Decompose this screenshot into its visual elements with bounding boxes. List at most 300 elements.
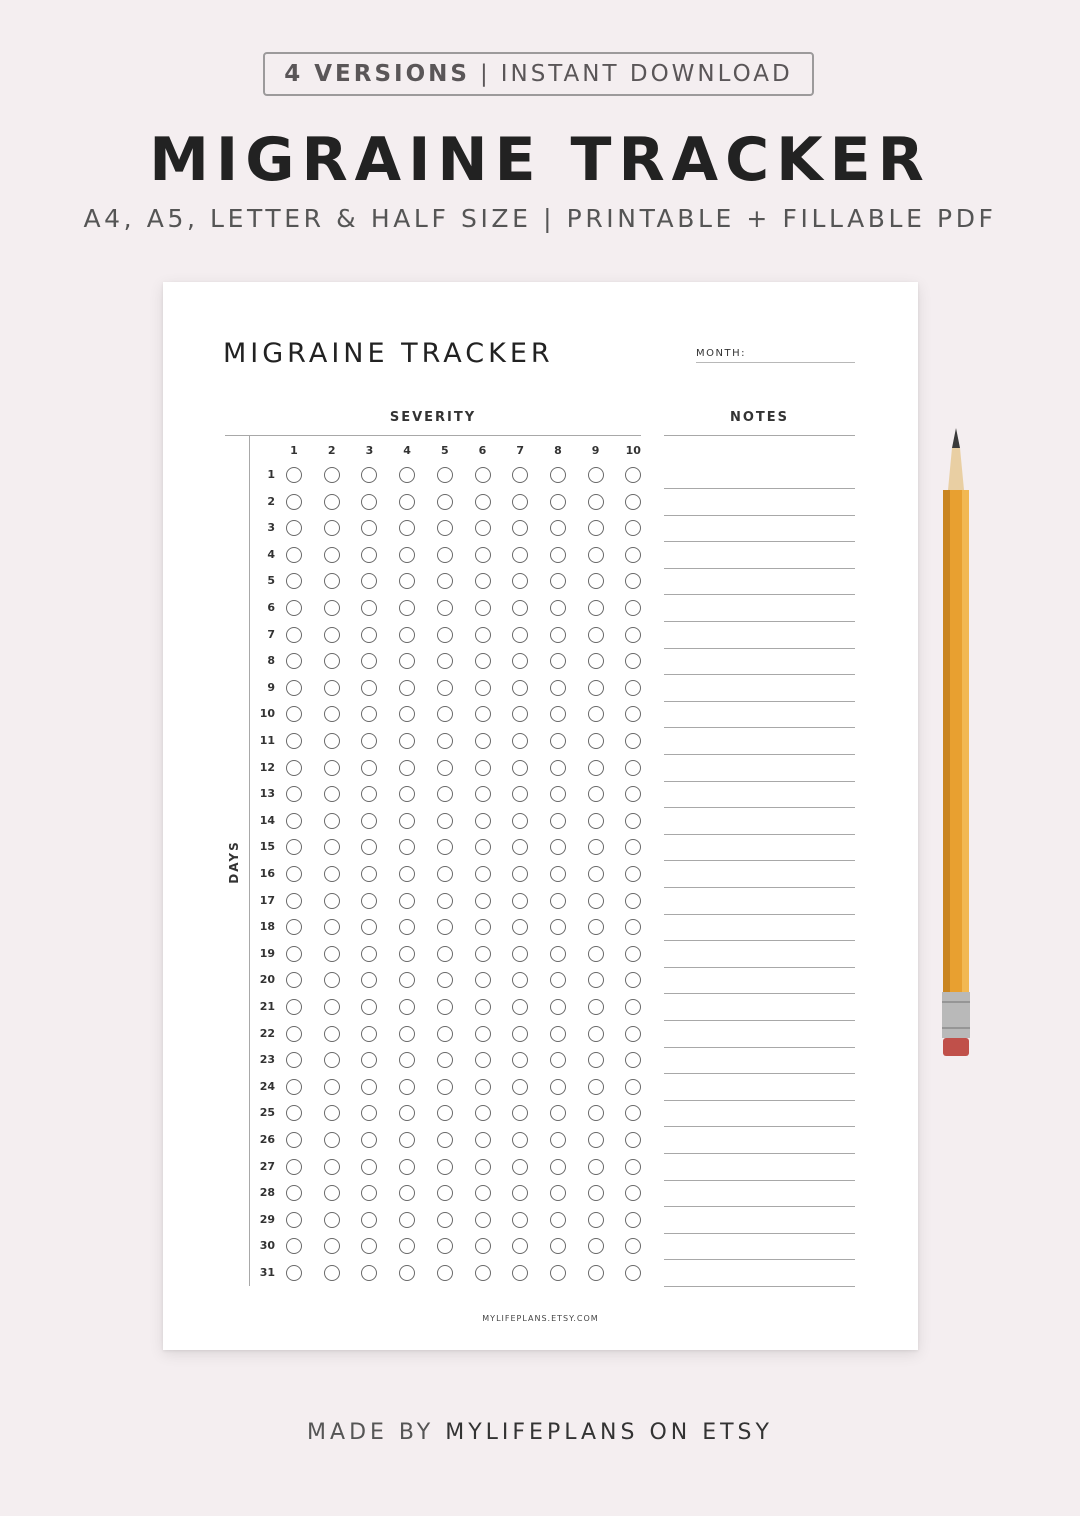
severity-bubble[interactable] (475, 1159, 491, 1175)
severity-bubble[interactable] (286, 600, 302, 616)
severity-bubble[interactable] (286, 813, 302, 829)
severity-bubble[interactable] (588, 653, 604, 669)
severity-bubble[interactable] (625, 1185, 641, 1201)
severity-bubble[interactable] (550, 627, 566, 643)
severity-bubble[interactable] (588, 1265, 604, 1281)
severity-bubble[interactable] (324, 520, 340, 536)
severity-bubble[interactable] (399, 1238, 415, 1254)
severity-bubble[interactable] (437, 1132, 453, 1148)
severity-bubble[interactable] (399, 680, 415, 696)
note-line[interactable] (664, 834, 855, 835)
severity-bubble[interactable] (361, 653, 377, 669)
severity-bubble[interactable] (361, 1052, 377, 1068)
severity-bubble[interactable] (588, 1185, 604, 1201)
severity-bubble[interactable] (361, 1238, 377, 1254)
severity-bubble[interactable] (437, 786, 453, 802)
severity-bubble[interactable] (399, 653, 415, 669)
severity-bubble[interactable] (399, 972, 415, 988)
severity-bubble[interactable] (588, 866, 604, 882)
severity-bubble[interactable] (286, 1026, 302, 1042)
severity-bubble[interactable] (625, 600, 641, 616)
severity-bubble[interactable] (550, 786, 566, 802)
note-line[interactable] (664, 1126, 855, 1127)
severity-bubble[interactable] (475, 547, 491, 563)
severity-bubble[interactable] (625, 627, 641, 643)
severity-bubble[interactable] (625, 1105, 641, 1121)
severity-bubble[interactable] (550, 893, 566, 909)
severity-bubble[interactable] (588, 1026, 604, 1042)
severity-bubble[interactable] (361, 520, 377, 536)
severity-bubble[interactable] (324, 680, 340, 696)
severity-bubble[interactable] (286, 1265, 302, 1281)
severity-bubble[interactable] (286, 680, 302, 696)
severity-bubble[interactable] (286, 573, 302, 589)
severity-bubble[interactable] (550, 813, 566, 829)
severity-bubble[interactable] (625, 1159, 641, 1175)
severity-bubble[interactable] (512, 573, 528, 589)
severity-bubble[interactable] (361, 1265, 377, 1281)
severity-bubble[interactable] (399, 1079, 415, 1095)
note-line[interactable] (664, 914, 855, 915)
severity-bubble[interactable] (475, 919, 491, 935)
severity-bubble[interactable] (588, 573, 604, 589)
severity-bubble[interactable] (324, 573, 340, 589)
severity-bubble[interactable] (512, 1026, 528, 1042)
severity-bubble[interactable] (324, 893, 340, 909)
severity-bubble[interactable] (475, 1132, 491, 1148)
severity-bubble[interactable] (286, 1079, 302, 1095)
severity-bubble[interactable] (361, 893, 377, 909)
note-line[interactable] (664, 701, 855, 702)
severity-bubble[interactable] (324, 1052, 340, 1068)
severity-bubble[interactable] (324, 866, 340, 882)
severity-bubble[interactable] (550, 1026, 566, 1042)
severity-bubble[interactable] (625, 573, 641, 589)
severity-bubble[interactable] (286, 760, 302, 776)
severity-bubble[interactable] (588, 547, 604, 563)
severity-bubble[interactable] (550, 760, 566, 776)
severity-bubble[interactable] (512, 1052, 528, 1068)
severity-bubble[interactable] (475, 1265, 491, 1281)
severity-bubble[interactable] (437, 893, 453, 909)
severity-bubble[interactable] (361, 1105, 377, 1121)
severity-bubble[interactable] (324, 1079, 340, 1095)
note-line[interactable] (664, 940, 855, 941)
severity-bubble[interactable] (437, 866, 453, 882)
severity-bubble[interactable] (625, 1265, 641, 1281)
severity-bubble[interactable] (361, 999, 377, 1015)
severity-bubble[interactable] (475, 972, 491, 988)
severity-bubble[interactable] (512, 999, 528, 1015)
severity-bubble[interactable] (475, 1079, 491, 1095)
severity-bubble[interactable] (588, 1212, 604, 1228)
severity-bubble[interactable] (588, 786, 604, 802)
severity-bubble[interactable] (625, 680, 641, 696)
severity-bubble[interactable] (361, 972, 377, 988)
severity-bubble[interactable] (512, 1265, 528, 1281)
severity-bubble[interactable] (475, 680, 491, 696)
severity-bubble[interactable] (625, 786, 641, 802)
severity-bubble[interactable] (625, 972, 641, 988)
severity-bubble[interactable] (475, 706, 491, 722)
severity-bubble[interactable] (437, 919, 453, 935)
severity-bubble[interactable] (550, 972, 566, 988)
severity-bubble[interactable] (625, 733, 641, 749)
severity-bubble[interactable] (324, 733, 340, 749)
severity-bubble[interactable] (324, 1185, 340, 1201)
severity-bubble[interactable] (512, 706, 528, 722)
severity-bubble[interactable] (399, 1052, 415, 1068)
severity-bubble[interactable] (324, 999, 340, 1015)
severity-bubble[interactable] (361, 866, 377, 882)
severity-bubble[interactable] (324, 1159, 340, 1175)
severity-bubble[interactable] (437, 813, 453, 829)
severity-bubble[interactable] (512, 1132, 528, 1148)
severity-bubble[interactable] (286, 653, 302, 669)
severity-bubble[interactable] (286, 919, 302, 935)
severity-bubble[interactable] (437, 653, 453, 669)
severity-bubble[interactable] (625, 653, 641, 669)
severity-bubble[interactable] (475, 1212, 491, 1228)
severity-bubble[interactable] (512, 839, 528, 855)
severity-bubble[interactable] (588, 1079, 604, 1095)
severity-bubble[interactable] (625, 494, 641, 510)
severity-bubble[interactable] (512, 866, 528, 882)
severity-bubble[interactable] (361, 1185, 377, 1201)
note-line[interactable] (664, 781, 855, 782)
note-line[interactable] (664, 1020, 855, 1021)
severity-bubble[interactable] (286, 1185, 302, 1201)
severity-bubble[interactable] (286, 1105, 302, 1121)
note-line[interactable] (664, 674, 855, 675)
severity-bubble[interactable] (324, 494, 340, 510)
severity-bubble[interactable] (324, 1212, 340, 1228)
severity-bubble[interactable] (399, 760, 415, 776)
severity-bubble[interactable] (361, 547, 377, 563)
severity-bubble[interactable] (475, 1185, 491, 1201)
severity-bubble[interactable] (625, 547, 641, 563)
severity-bubble[interactable] (437, 1265, 453, 1281)
severity-bubble[interactable] (399, 999, 415, 1015)
severity-bubble[interactable] (437, 467, 453, 483)
severity-bubble[interactable] (437, 1185, 453, 1201)
severity-bubble[interactable] (625, 467, 641, 483)
severity-bubble[interactable] (399, 813, 415, 829)
severity-bubble[interactable] (286, 520, 302, 536)
note-line[interactable] (664, 993, 855, 994)
severity-bubble[interactable] (550, 839, 566, 855)
severity-bubble[interactable] (399, 1026, 415, 1042)
severity-bubble[interactable] (399, 600, 415, 616)
severity-bubble[interactable] (625, 999, 641, 1015)
severity-bubble[interactable] (588, 1105, 604, 1121)
severity-bubble[interactable] (286, 1132, 302, 1148)
severity-bubble[interactable] (399, 467, 415, 483)
severity-bubble[interactable] (475, 627, 491, 643)
severity-bubble[interactable] (475, 786, 491, 802)
severity-bubble[interactable] (286, 627, 302, 643)
note-line[interactable] (664, 754, 855, 755)
severity-bubble[interactable] (512, 1105, 528, 1121)
severity-bubble[interactable] (361, 627, 377, 643)
note-line[interactable] (664, 1286, 855, 1287)
severity-bubble[interactable] (324, 760, 340, 776)
severity-bubble[interactable] (512, 520, 528, 536)
severity-bubble[interactable] (324, 813, 340, 829)
severity-bubble[interactable] (625, 1052, 641, 1068)
severity-bubble[interactable] (512, 733, 528, 749)
severity-bubble[interactable] (625, 1238, 641, 1254)
severity-bubble[interactable] (399, 573, 415, 589)
severity-bubble[interactable] (286, 494, 302, 510)
severity-bubble[interactable] (286, 866, 302, 882)
severity-bubble[interactable] (512, 1238, 528, 1254)
severity-bubble[interactable] (625, 520, 641, 536)
note-line[interactable] (664, 1153, 855, 1154)
severity-bubble[interactable] (324, 706, 340, 722)
severity-bubble[interactable] (437, 1159, 453, 1175)
severity-bubble[interactable] (324, 919, 340, 935)
severity-bubble[interactable] (399, 1265, 415, 1281)
severity-bubble[interactable] (437, 839, 453, 855)
severity-bubble[interactable] (286, 547, 302, 563)
severity-bubble[interactable] (437, 946, 453, 962)
severity-bubble[interactable] (399, 494, 415, 510)
severity-bubble[interactable] (550, 1132, 566, 1148)
month-field-line[interactable] (696, 362, 855, 363)
severity-bubble[interactable] (361, 467, 377, 483)
severity-bubble[interactable] (399, 946, 415, 962)
severity-bubble[interactable] (399, 1212, 415, 1228)
severity-bubble[interactable] (550, 573, 566, 589)
severity-bubble[interactable] (399, 520, 415, 536)
severity-bubble[interactable] (625, 919, 641, 935)
severity-bubble[interactable] (625, 1026, 641, 1042)
severity-bubble[interactable] (625, 1079, 641, 1095)
severity-bubble[interactable] (324, 1132, 340, 1148)
severity-bubble[interactable] (625, 1212, 641, 1228)
note-line[interactable] (664, 515, 855, 516)
severity-bubble[interactable] (399, 1159, 415, 1175)
severity-bubble[interactable] (475, 600, 491, 616)
severity-bubble[interactable] (324, 653, 340, 669)
severity-bubble[interactable] (437, 972, 453, 988)
severity-bubble[interactable] (475, 839, 491, 855)
severity-bubble[interactable] (286, 839, 302, 855)
severity-bubble[interactable] (588, 520, 604, 536)
severity-bubble[interactable] (361, 706, 377, 722)
severity-bubble[interactable] (324, 972, 340, 988)
severity-bubble[interactable] (475, 573, 491, 589)
note-line[interactable] (664, 860, 855, 861)
severity-bubble[interactable] (324, 1265, 340, 1281)
severity-bubble[interactable] (550, 1238, 566, 1254)
severity-bubble[interactable] (361, 786, 377, 802)
severity-bubble[interactable] (512, 813, 528, 829)
note-line[interactable] (664, 648, 855, 649)
severity-bubble[interactable] (361, 1026, 377, 1042)
note-line[interactable] (664, 1047, 855, 1048)
severity-bubble[interactable] (475, 653, 491, 669)
severity-bubble[interactable] (588, 680, 604, 696)
severity-bubble[interactable] (512, 653, 528, 669)
severity-bubble[interactable] (512, 680, 528, 696)
severity-bubble[interactable] (588, 600, 604, 616)
severity-bubble[interactable] (324, 839, 340, 855)
severity-bubble[interactable] (475, 520, 491, 536)
severity-bubble[interactable] (361, 1079, 377, 1095)
severity-bubble[interactable] (399, 786, 415, 802)
severity-bubble[interactable] (475, 467, 491, 483)
severity-bubble[interactable] (437, 1212, 453, 1228)
severity-bubble[interactable] (512, 627, 528, 643)
severity-bubble[interactable] (512, 1185, 528, 1201)
severity-bubble[interactable] (286, 1159, 302, 1175)
severity-bubble[interactable] (550, 653, 566, 669)
severity-bubble[interactable] (550, 1079, 566, 1095)
severity-bubble[interactable] (361, 839, 377, 855)
severity-bubble[interactable] (512, 893, 528, 909)
severity-bubble[interactable] (437, 706, 453, 722)
severity-bubble[interactable] (286, 733, 302, 749)
note-line[interactable] (664, 568, 855, 569)
severity-bubble[interactable] (286, 893, 302, 909)
severity-bubble[interactable] (399, 627, 415, 643)
note-line[interactable] (664, 541, 855, 542)
note-line[interactable] (664, 621, 855, 622)
severity-bubble[interactable] (437, 1052, 453, 1068)
note-line[interactable] (664, 594, 855, 595)
severity-bubble[interactable] (286, 467, 302, 483)
severity-bubble[interactable] (512, 1212, 528, 1228)
severity-bubble[interactable] (512, 467, 528, 483)
severity-bubble[interactable] (324, 467, 340, 483)
severity-bubble[interactable] (361, 600, 377, 616)
severity-bubble[interactable] (512, 972, 528, 988)
severity-bubble[interactable] (625, 866, 641, 882)
severity-bubble[interactable] (361, 919, 377, 935)
severity-bubble[interactable] (550, 467, 566, 483)
severity-bubble[interactable] (512, 494, 528, 510)
severity-bubble[interactable] (475, 1052, 491, 1068)
severity-bubble[interactable] (512, 1079, 528, 1095)
severity-bubble[interactable] (286, 999, 302, 1015)
severity-bubble[interactable] (588, 494, 604, 510)
severity-bubble[interactable] (286, 1238, 302, 1254)
severity-bubble[interactable] (550, 1105, 566, 1121)
severity-bubble[interactable] (399, 1105, 415, 1121)
severity-bubble[interactable] (512, 1159, 528, 1175)
severity-bubble[interactable] (588, 1132, 604, 1148)
severity-bubble[interactable] (588, 1159, 604, 1175)
severity-bubble[interactable] (361, 1132, 377, 1148)
severity-bubble[interactable] (361, 573, 377, 589)
severity-bubble[interactable] (286, 706, 302, 722)
severity-bubble[interactable] (437, 494, 453, 510)
severity-bubble[interactable] (588, 467, 604, 483)
note-line[interactable] (664, 1233, 855, 1234)
severity-bubble[interactable] (550, 1185, 566, 1201)
severity-bubble[interactable] (324, 627, 340, 643)
severity-bubble[interactable] (324, 1105, 340, 1121)
severity-bubble[interactable] (324, 600, 340, 616)
severity-bubble[interactable] (550, 547, 566, 563)
severity-bubble[interactable] (475, 893, 491, 909)
severity-bubble[interactable] (361, 813, 377, 829)
severity-bubble[interactable] (550, 919, 566, 935)
severity-bubble[interactable] (437, 600, 453, 616)
severity-bubble[interactable] (475, 999, 491, 1015)
severity-bubble[interactable] (588, 999, 604, 1015)
severity-bubble[interactable] (625, 839, 641, 855)
severity-bubble[interactable] (399, 919, 415, 935)
severity-bubble[interactable] (550, 1265, 566, 1281)
severity-bubble[interactable] (550, 600, 566, 616)
severity-bubble[interactable] (588, 893, 604, 909)
severity-bubble[interactable] (625, 813, 641, 829)
severity-bubble[interactable] (324, 547, 340, 563)
severity-bubble[interactable] (475, 946, 491, 962)
severity-bubble[interactable] (512, 919, 528, 935)
severity-bubble[interactable] (588, 919, 604, 935)
severity-bubble[interactable] (588, 627, 604, 643)
severity-bubble[interactable] (399, 1185, 415, 1201)
severity-bubble[interactable] (361, 946, 377, 962)
severity-bubble[interactable] (588, 760, 604, 776)
severity-bubble[interactable] (437, 1026, 453, 1042)
severity-bubble[interactable] (588, 733, 604, 749)
severity-bubble[interactable] (512, 946, 528, 962)
severity-bubble[interactable] (437, 733, 453, 749)
severity-bubble[interactable] (475, 494, 491, 510)
severity-bubble[interactable] (361, 760, 377, 776)
severity-bubble[interactable] (324, 786, 340, 802)
severity-bubble[interactable] (588, 813, 604, 829)
severity-bubble[interactable] (361, 1212, 377, 1228)
note-line[interactable] (664, 1259, 855, 1260)
severity-bubble[interactable] (625, 706, 641, 722)
severity-bubble[interactable] (625, 1132, 641, 1148)
note-line[interactable] (664, 967, 855, 968)
severity-bubble[interactable] (437, 573, 453, 589)
severity-bubble[interactable] (399, 733, 415, 749)
severity-bubble[interactable] (437, 520, 453, 536)
severity-bubble[interactable] (512, 760, 528, 776)
note-line[interactable] (664, 727, 855, 728)
note-line[interactable] (664, 1206, 855, 1207)
severity-bubble[interactable] (550, 494, 566, 510)
severity-bubble[interactable] (399, 866, 415, 882)
severity-bubble[interactable] (286, 1212, 302, 1228)
severity-bubble[interactable] (512, 600, 528, 616)
note-line[interactable] (664, 1073, 855, 1074)
severity-bubble[interactable] (361, 1159, 377, 1175)
severity-bubble[interactable] (588, 839, 604, 855)
severity-bubble[interactable] (550, 1052, 566, 1068)
severity-bubble[interactable] (550, 520, 566, 536)
severity-bubble[interactable] (399, 1132, 415, 1148)
severity-bubble[interactable] (475, 733, 491, 749)
severity-bubble[interactable] (361, 680, 377, 696)
severity-bubble[interactable] (550, 733, 566, 749)
severity-bubble[interactable] (399, 893, 415, 909)
severity-bubble[interactable] (625, 760, 641, 776)
severity-bubble[interactable] (550, 946, 566, 962)
severity-bubble[interactable] (588, 972, 604, 988)
severity-bubble[interactable] (399, 706, 415, 722)
severity-bubble[interactable] (550, 1212, 566, 1228)
severity-bubble[interactable] (550, 999, 566, 1015)
